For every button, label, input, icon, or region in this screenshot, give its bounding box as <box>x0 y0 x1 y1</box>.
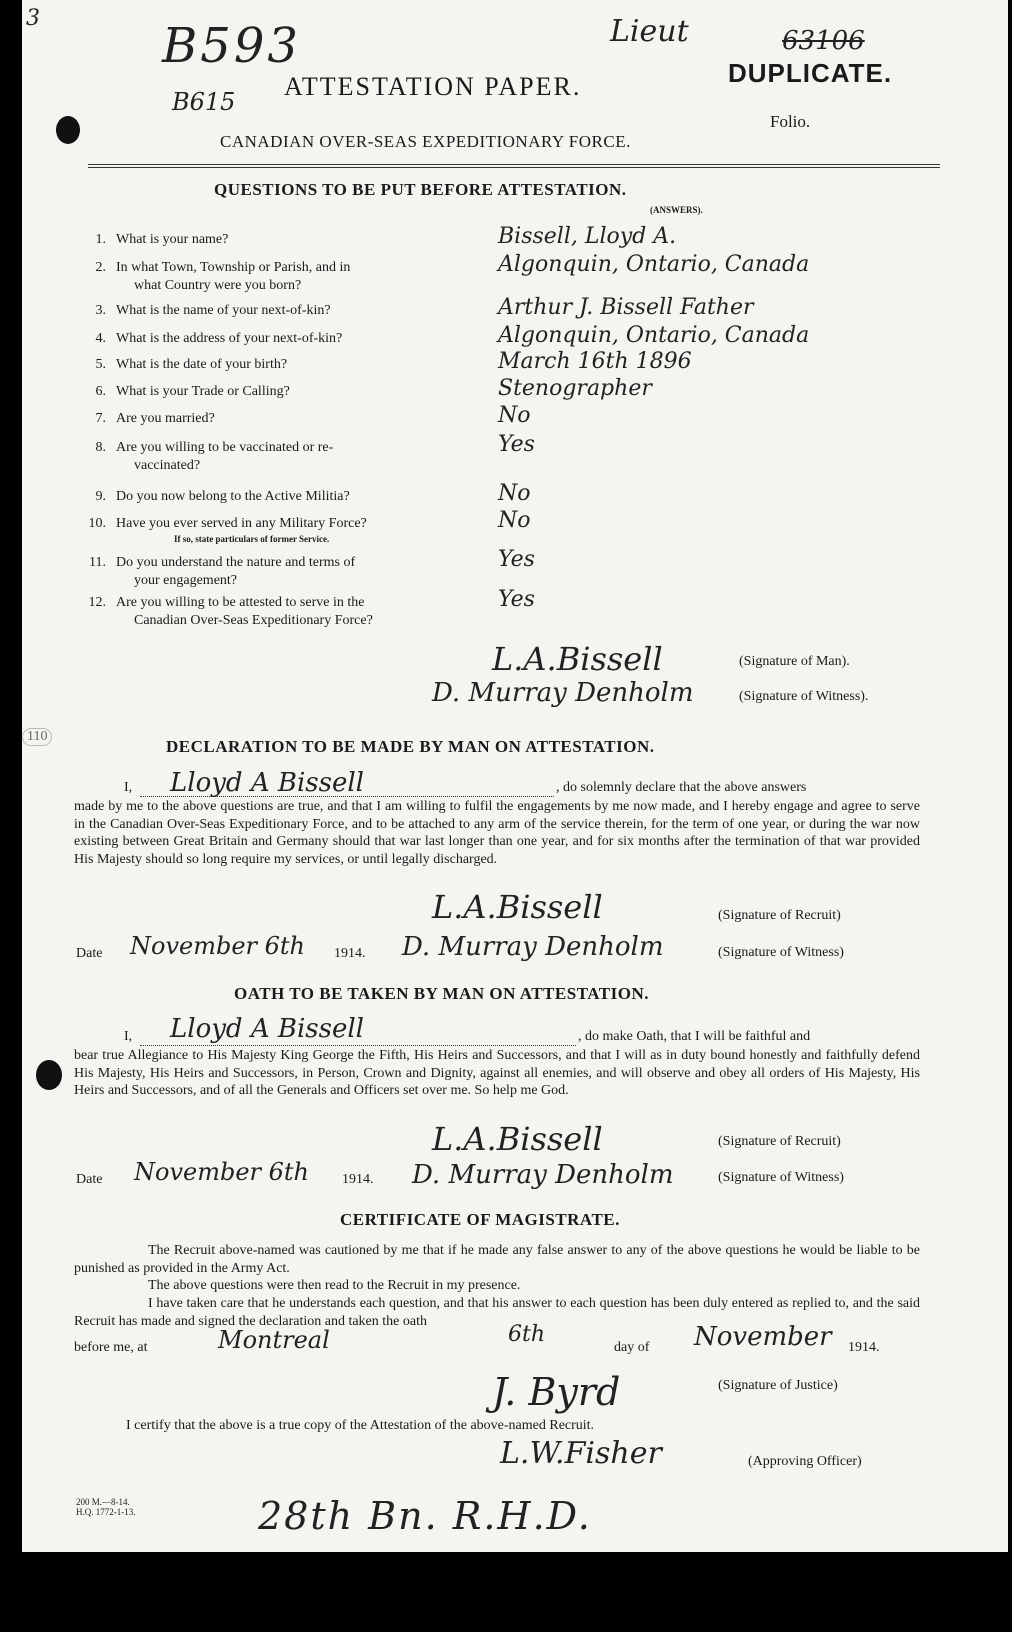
oath-line1-tail: , do make Oath, that I will be faithful and <box>578 1029 811 1044</box>
question-text-continued: what Country were you born? <box>134 278 302 293</box>
question-text: Do you understand the nature and terms of <box>116 555 356 570</box>
header-divider <box>88 164 940 165</box>
witness-label-questions: (Signature of Witness). <box>739 689 869 704</box>
certificate-heading: CERTIFICATE OF MAGISTRATE. <box>340 1210 620 1229</box>
header-divider-2 <box>88 167 940 168</box>
rank-note: Lieut <box>610 14 689 49</box>
question-text: Are you willing to be attested to serve in the <box>116 595 365 610</box>
duplicate-stamp: DUPLICATE. <box>728 58 893 88</box>
print-code-2: H.Q. 1772-1-13. <box>76 1507 136 1517</box>
print-code-1: 200 M.—8-14. <box>76 1497 130 1507</box>
binder-hole-top <box>56 116 80 144</box>
question-number: 9. <box>95 489 106 504</box>
file-number: 63106 <box>782 26 865 56</box>
justice-signature-label: (Signature of Justice) <box>718 1378 838 1393</box>
question-text: Are you married? <box>116 411 215 426</box>
declaration-witness-label: (Signature of Witness) <box>718 945 844 960</box>
reference-number-secondary: B615 <box>172 88 236 116</box>
question-number: 8. <box>95 440 106 455</box>
answer: Algonquin, Ontario, Canada <box>498 252 810 277</box>
question-text: What is the name of your next-of-kin? <box>116 303 331 318</box>
certificate-before-label: before me, at <box>74 1340 148 1355</box>
answer: Algonquin, Ontario, Canada <box>498 323 810 348</box>
question-note: If so, state particulars of former Service. <box>174 534 330 544</box>
declaration-name: Lloyd A Bissell <box>170 768 364 798</box>
reference-number: B593 <box>162 18 301 74</box>
oath-date-label: Date <box>76 1172 103 1187</box>
oath-recruit-label: (Signature of Recruit) <box>718 1134 841 1149</box>
question-text: What is the date of your birth? <box>116 357 288 372</box>
question-text: What is the address of your next-of-kin? <box>116 331 343 346</box>
oath-witness-signature: D. Murray Denholm <box>412 1160 674 1190</box>
question-number: 2. <box>95 260 106 275</box>
question-text-continued: your engagement? <box>134 573 238 588</box>
question-number: 12. <box>88 595 106 610</box>
oath-year: 1914. <box>342 1172 374 1187</box>
question-number: 1. <box>95 232 106 247</box>
question-text: What is your Trade or Calling? <box>116 384 290 399</box>
declaration-year: 1914. <box>334 946 366 961</box>
question-text: In what Town, Township or Parish, and in <box>116 260 351 275</box>
question-number: 7. <box>95 411 106 426</box>
question-text: What is your name? <box>116 232 229 247</box>
question-text: Are you willing to be vaccinated or re- <box>116 440 334 455</box>
declaration-line1-tail: , do solemnly declare that the above answers <box>556 780 807 795</box>
question-text-continued: vaccinated? <box>134 458 201 473</box>
certificate-day: 6th <box>508 1322 546 1347</box>
declaration-date: November 6th <box>130 932 306 960</box>
oath-witness-label: (Signature of Witness) <box>718 1170 844 1185</box>
oath-name: Lloyd A Bissell <box>170 1014 364 1044</box>
certificate-paragraph-2: The above questions were then read to the Recruit in my presence. <box>148 1278 521 1293</box>
questions-heading: QUESTIONS TO BE PUT BEFORE ATTESTATION. <box>214 180 627 199</box>
oath-heading: OATH TO BE TAKEN BY MAN ON ATTESTATION. <box>234 984 649 1003</box>
answer: Yes <box>498 547 535 572</box>
signature-of-man: L.A.Bissell <box>492 640 663 678</box>
declaration-recruit-signature: L.A.Bissell <box>432 888 603 926</box>
oath-body: bear true Allegiance to His Majesty King George the Fifth, His Heirs and Successors, and that I will as in duty bound honestly and faithfully defend His Majesty, His Heirs and Successors, in Person, Crown and Dignity, against all enemies, and will observe and obey all orders of His Majesty, His Heirs and Successors, and of all the Generals and Officers set over me. So help me God. <box>74 1048 920 1098</box>
approving-officer-label: (Approving Officer) <box>748 1454 862 1469</box>
answer: Yes <box>498 432 535 457</box>
question-text: Have you ever served in any Military Force? <box>116 516 367 531</box>
justice-signature: J. Byrd <box>492 1370 621 1414</box>
question-number: 10. <box>88 516 106 531</box>
approving-officer-signature: L.W.Fisher <box>500 1436 662 1471</box>
question-text-continued: Canadian Over-Seas Expeditionary Force? <box>134 613 373 628</box>
certificate-paragraph-3: I have taken care that he understands each question, and that his answer to each question has been duly entered as replied to, and the said Recruit has made and signed the declaration and taken the oath <box>74 1296 920 1329</box>
declaration-recruit-label: (Signature of Recruit) <box>718 908 841 923</box>
declaration-name-line <box>140 796 554 797</box>
certificate-place: Montreal <box>218 1326 330 1354</box>
answer: March 16th 1896 <box>498 349 692 374</box>
certify-text: I certify that the above is a true copy of the Attestation of the above-named Recruit. <box>126 1418 595 1433</box>
answer: Stenographer <box>498 376 652 401</box>
witness-signature-questions: D. Murray Denholm <box>432 678 694 708</box>
unit-note: 28th Bn. R.H.D. <box>258 1494 592 1538</box>
question-number: 5. <box>95 357 106 372</box>
answer: No <box>498 508 531 533</box>
declaration-prefix: I, <box>124 780 133 795</box>
question-text: Do you now belong to the Active Militia? <box>116 489 350 504</box>
folio-label: Folio. <box>770 112 811 131</box>
answers-label: (ANSWERS). <box>650 205 703 215</box>
oath-name-line <box>140 1045 576 1046</box>
page-title: ATTESTATION PAPER. <box>284 72 582 101</box>
certificate-paragraph-1: The Recruit above-named was cautioned by me that if he made any false answer to any of the above questions he would be liable to be punished as provided in the Army Act. <box>74 1243 920 1276</box>
signature-of-man-label: (Signature of Man). <box>739 654 850 669</box>
question-number: 6. <box>95 384 106 399</box>
oath-recruit-signature: L.A.Bissell <box>432 1120 603 1158</box>
question-number: 4. <box>95 331 106 346</box>
force-name: CANADIAN OVER-SEAS EXPEDITIONARY FORCE. <box>220 132 631 151</box>
declaration-date-label: Date <box>76 946 103 961</box>
corner-note: 3 <box>26 6 40 31</box>
oath-date: November 6th <box>134 1158 310 1186</box>
attestation-paper <box>22 0 1008 1552</box>
answer: Yes <box>498 587 535 612</box>
answer: No <box>498 403 531 428</box>
certificate-day-label: day of <box>614 1340 650 1355</box>
oath-prefix: I, <box>124 1029 133 1044</box>
margin-note: 110 <box>22 728 52 746</box>
declaration-witness-signature: D. Murray Denholm <box>402 932 664 962</box>
answer: No <box>498 481 531 506</box>
declaration-body: made by me to the above questions are true, and that I am willing to fulfil the engagements by me now made, and I hereby engage and agree to serve in the Canadian Over-Seas Expeditionary Force, and to be attached to any arm of the service therein, for the term of one year, or during the war now existing between Great Britain and Germany should that war last longer than one year, and for six months after the termination of that war provided His Majesty should so long require my services, or until legally discharged. <box>74 799 920 867</box>
answer: Arthur J. Bissell Father <box>498 295 754 320</box>
answer: Bissell, Lloyd A. <box>498 224 677 249</box>
binder-hole-bottom <box>36 1060 62 1090</box>
question-number: 11. <box>89 555 106 570</box>
certificate-year: 1914. <box>848 1340 880 1355</box>
certificate-month: November <box>694 1322 832 1352</box>
declaration-heading: DECLARATION TO BE MADE BY MAN ON ATTESTATION. <box>166 737 655 756</box>
question-number: 3. <box>95 303 106 318</box>
